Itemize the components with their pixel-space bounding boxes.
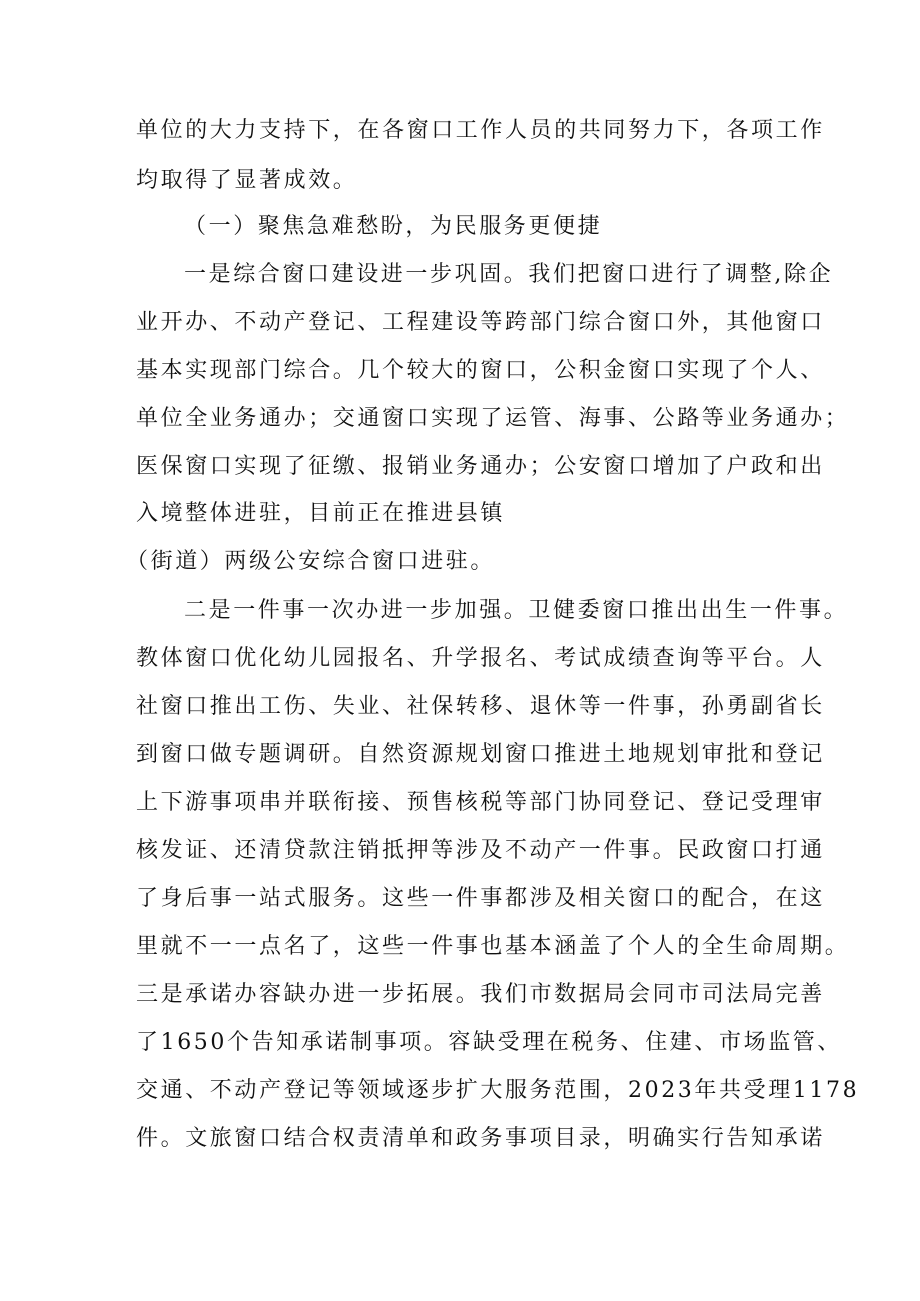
paragraph-line-12: 社窗口推出工伤、失业、社保转移、退休等一件事，孙勇副省长: [136, 694, 825, 719]
paragraph-line-21: 件。文旅窗口结合权责清单和政务事项目录，明确实行告知承诺: [136, 1126, 825, 1151]
paragraph-line-6: 单位全业务通办；交通窗口实现了运管、海事、公路等业务通办；: [136, 406, 850, 431]
paragraph-line-4: 业开办、不动产登记、工程建设等跨部门综合窗口外，其他窗口: [136, 310, 825, 335]
paragraph-line-19: 了1650个告知承诺制事项。容缺受理在税务、住建、市场监管、: [136, 1030, 842, 1055]
section-heading: （一）聚焦急难愁盼，为民服务更便捷: [184, 214, 603, 239]
paragraph-line-17: 里就不一一点名了，这些一件事也基本涵盖了个人的全生命周期。: [136, 934, 850, 959]
paragraph-line-7: 医保窗口实现了征缴、报销业务通办；公安窗口增加了户政和出: [136, 454, 825, 479]
paragraph-line-5: 基本实现部门综合。几个较大的窗口，公积金窗口实现了个人、: [136, 358, 825, 383]
paragraph-line-1: 单位的大力支持下，在各窗口工作人员的共同努力下，各项工作: [136, 118, 825, 143]
paragraph-line-15: 核发证、还清贷款注销抵押等涉及不动产一件事。民政窗口打通: [136, 838, 825, 863]
paragraph-line-8: 入境整体进驻，目前正在推进县镇: [136, 501, 506, 526]
paragraph-line-18: 三是承诺办容缺办进一步拓展。我们市数据局会同市司法局完善: [136, 982, 825, 1007]
paragraph-line-11: 教体窗口优化幼儿园报名、升学报名、考试成绩查询等平台。人: [136, 646, 825, 671]
paragraph-line-10: 二是一件事一次办进一步加强。卫健委窗口推出出生一件事。: [184, 598, 849, 623]
paragraph-line-13: 到窗口做专题调研。自然资源规划窗口推进土地规划审批和登记: [136, 742, 825, 767]
paragraph-line-20: 交通、不动产登记等领域逐步扩大服务范围，2023年共受理1178: [136, 1078, 860, 1103]
paragraph-line-9: （街道）两级公安综合窗口进驻。: [126, 549, 496, 574]
paragraph-line-3: 一是综合窗口建设进一步巩固。我们把窗口进行了调整,除企: [184, 262, 834, 287]
paragraph-line-2: 均取得了显著成效。: [136, 168, 358, 193]
paragraph-line-14: 上下游事项串并联衔接、预售核税等部门协同登记、登记受理审: [136, 790, 825, 815]
paragraph-line-16: 了身后事一站式服务。这些一件事都涉及相关窗口的配合，在这: [136, 886, 825, 911]
